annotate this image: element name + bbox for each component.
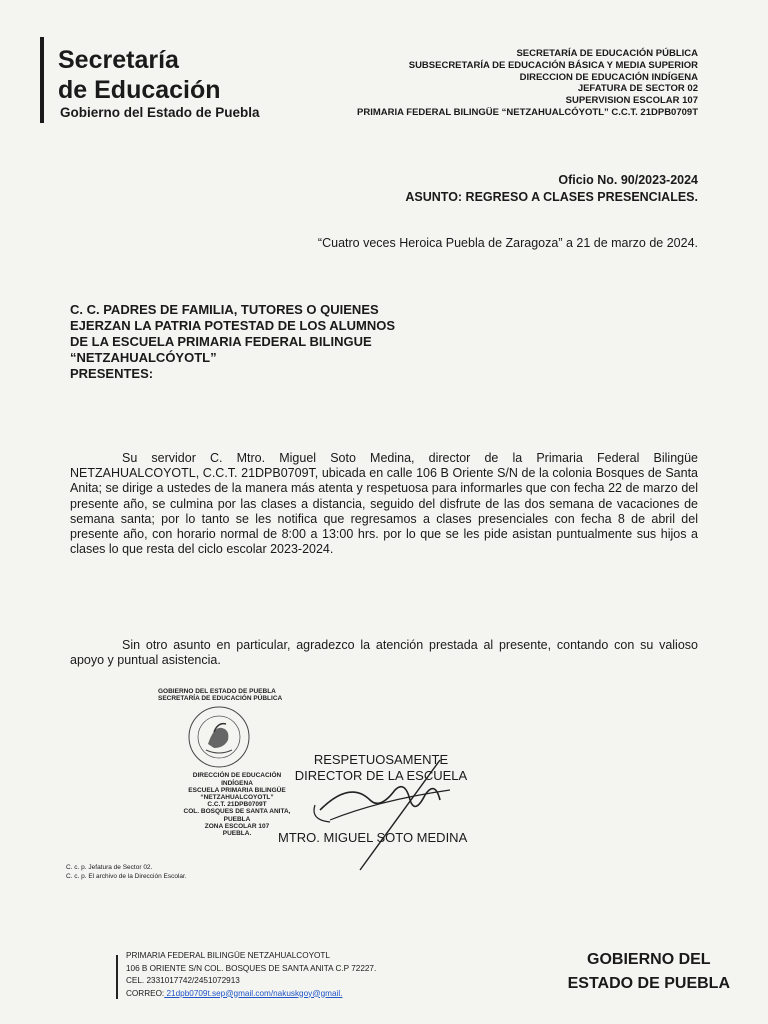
signature-title: DIRECTOR DE LA ESCUELA [294, 768, 468, 783]
gobierno-line1: GOBIERNO DEL [587, 951, 711, 968]
footer-contact [126, 950, 376, 1000]
oficio-subject: ASUNTO: REGRESO A CLASES PRESENCIALES. [405, 190, 698, 204]
footer-school: PRIMARIA FEDERAL BILINGÜE NETZAHUALCOYOTL [126, 951, 330, 960]
recipient-block [70, 302, 395, 382]
ccp-block [66, 864, 187, 881]
header-line: PRIMARIA FEDERAL BILINGÜE “NETZAHUALCÓYOTL” C.C.T. 21DPB0709T [357, 106, 698, 118]
body-paragraph-1: Su servidor C. Mtro. Miguel Soto Medina, director de la Primaria Federal Bilingüe NETZAHUALCOYOTL, C.C.T. 21DPB0709T, ubicada en calle 106 B Oriente S/N de la colonia Bosques de Santa Anita; se dirige a ustedes de la manera más atenta y respetuosa para informarles que con fecha 22 de marzo del presente año, se culmina por las clases a distancia, seguido del disfrute de las dos semana de vacaciones de semana santa; por lo tanto se les notifica que regresamos a clases presenciales con fecha 8 de abril del presente año, con horario normal de 8:00 a 13:00 hrs. por lo que se les pide asistan puntualmente sus hijos a clases lo que resta del ciclo escolar 2023-2024. [70, 451, 698, 557]
seal-line: ESCUELA PRIMARIA BILINGÜE [188, 786, 286, 794]
signer-name: MTRO. MIGUEL SOTO MEDINA [278, 830, 468, 845]
mexican-coat-of-arms-icon [184, 704, 254, 770]
header-line: DIRECCION DE EDUCACIÓN INDÍGENA [519, 71, 698, 83]
seal-line: PUEBLA. [222, 830, 252, 838]
oficio-number: Oficio No. 90/2023-2024 [558, 173, 698, 187]
seal-top-line: SECRETARÍA DE EDUCACIÓN PÚBLICA [158, 695, 283, 703]
recipient-line: “NETZAHUALCÓYOTL” [70, 350, 217, 365]
seal-line: INDÍGENA [221, 779, 253, 787]
logo-bar [40, 37, 44, 123]
seal-top-line: GOBIERNO DEL ESTADO DE PUEBLA [158, 688, 276, 695]
oficio-block [405, 172, 698, 206]
logo-subtitle: Gobierno del Estado de Puebla [60, 105, 260, 120]
official-seal [158, 688, 298, 837]
footer-email-label: CORREO: [126, 988, 165, 998]
institution-header [357, 48, 698, 119]
seal-line: C.C.T. 21DPB0709T [207, 801, 267, 809]
seal-line: COL. BOSQUES DE SANTA ANITA, PUEBLA [183, 808, 291, 823]
signature-closing: RESPETUOSAMENTE [313, 752, 449, 767]
place-date: “Cuatro veces Heroica Puebla de Zaragoza” a 21 de marzo de 2024. [317, 236, 698, 250]
body-paragraph-2: Sin otro asunto en particular, agradezco la atención prestada al presente, contando con su valioso apoyo y puntual asistencia. [70, 638, 698, 668]
handwritten-signature [300, 740, 470, 890]
recipient-line: PRESENTES: [70, 366, 154, 381]
recipient-line: EJERZAN LA PATRIA POTESTAD DE LOS ALUMNOS [70, 318, 396, 333]
header-line: JEFATURA DE SECTOR 02 [577, 83, 698, 95]
footer-email-row [126, 988, 376, 1001]
header-line: SUBSECRETARÍA DE EDUCACIÓN BÁSICA Y MEDIA SUPERIOR [408, 59, 698, 71]
footer-phone: CEL. 2331017742/2451072913 [126, 976, 240, 985]
gobierno-logo [568, 948, 730, 996]
footer-bar [116, 955, 118, 999]
seal-line: DIRECCIÓN DE EDUCACIÓN [192, 772, 282, 780]
seal-line: ZONA ESCOLAR 107 [204, 822, 270, 830]
seal-line: “NETZAHUALCOYOTL” [200, 794, 274, 802]
recipient-line: C. C. PADRES DE FAMILIA, TUTORES O QUIENES [70, 302, 379, 317]
header-line: SECRETARÍA DE EDUCACIÓN PÚBLICA [516, 48, 698, 59]
logo-title-line1: Secretaría [58, 46, 179, 74]
ccp-line: C. c. p. El archivo de la Dirección Escolar. [66, 872, 187, 880]
recipient-line: DE LA ESCUELA PRIMARIA FEDERAL BILINGUE [70, 334, 372, 349]
logo-title-line2: de Educación [58, 76, 221, 104]
ccp-line: C. c. p. Jefatura de Sector 02. [66, 864, 153, 871]
gobierno-line2: ESTADO DE PUEBLA [567, 975, 730, 992]
footer-email-link[interactable]: 21dpb0709t.sep@gmail.com/nakuskgoy@gmail. [164, 988, 343, 998]
footer-address: 106 B ORIENTE S/N COL. BOSQUES DE SANTA ANITA C.P 72227. [126, 963, 377, 973]
header-line: SUPERVISION ESCOLAR 107 [565, 95, 698, 107]
